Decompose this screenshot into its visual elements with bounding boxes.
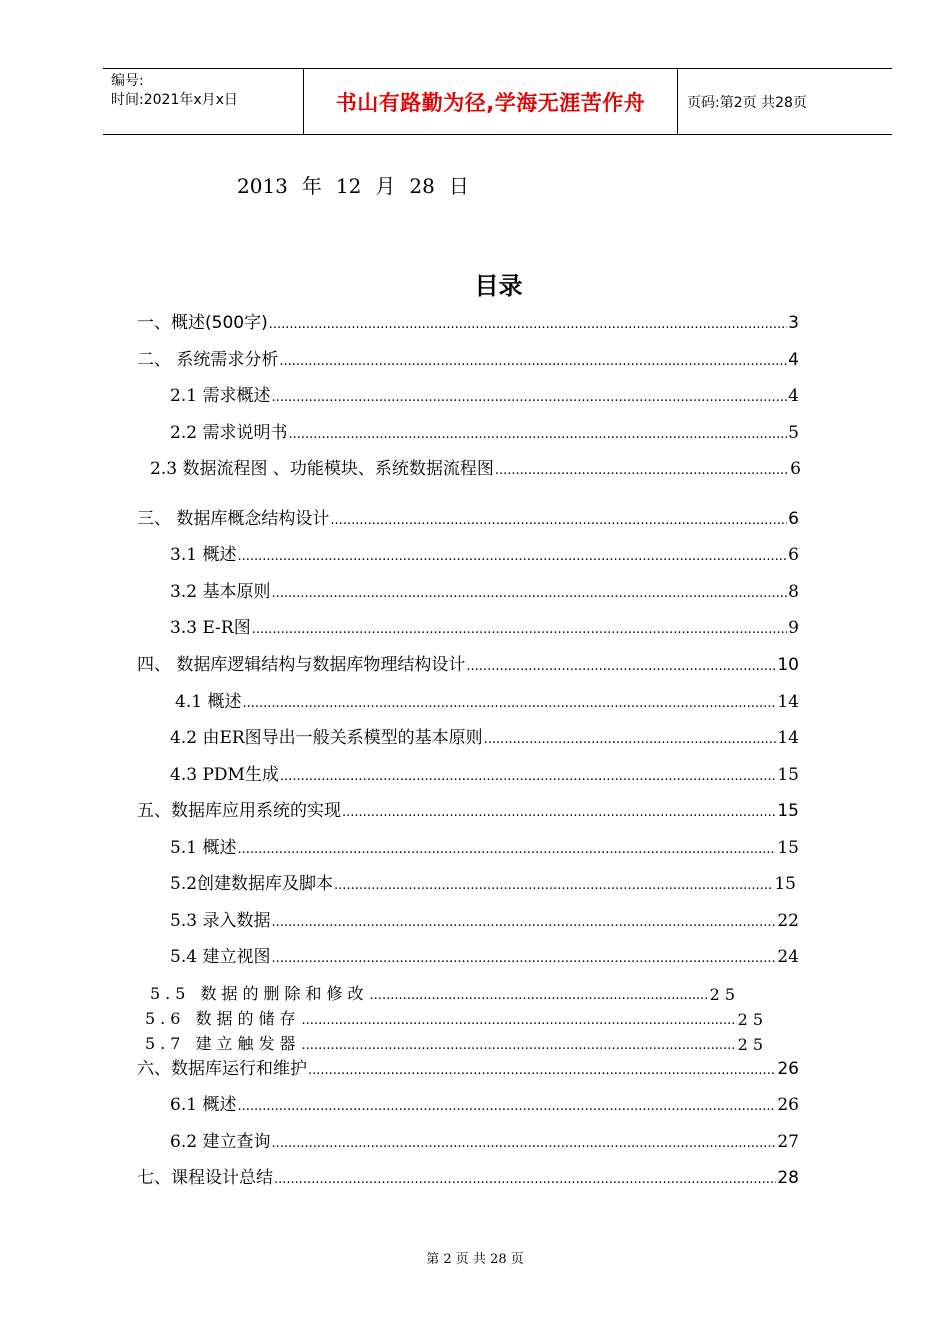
toc-leader-dots (279, 354, 787, 370)
header-page-info-cell (678, 69, 892, 134)
toc-leader-dots (288, 427, 787, 443)
time-label: 时间:2021年x月x日 (111, 92, 238, 108)
toc-leader-dots (466, 659, 776, 675)
toc-entry[interactable] (170, 761, 799, 785)
toc-entry-page: 24 (777, 947, 799, 967)
toc-entry-label: 6.1 概述 (170, 1095, 237, 1115)
toc-entry[interactable] (170, 834, 799, 858)
toc-entry-page: 26 (777, 1059, 799, 1079)
toc-leader-dots (242, 696, 776, 712)
toc-entry-label: 4.3 PDM生成 (170, 765, 279, 785)
toc-entry-label: 5.3 录入数据 (170, 911, 271, 931)
toc-entry-label: 4.2 由ER图导出一般关系模型的基本原则 (170, 728, 483, 748)
toc-entry-label: 6.2 建立查询 (170, 1132, 271, 1152)
toc-entry[interactable] (145, 1005, 768, 1029)
toc-entry-page: 15 (777, 838, 799, 858)
toc-leader-dots (280, 769, 776, 785)
toc-leader-dots (370, 988, 709, 1004)
toc-entry-label: 5.5 数据的删除和修改 (150, 984, 369, 1003)
toc-entry-label: 七、课程设计总结 (137, 1168, 273, 1188)
toc-entry-page: 15 (774, 874, 796, 894)
toc-entry-page: 25 (737, 1010, 768, 1029)
toc-entry-label: 5.2创建数据库及脚本 (170, 874, 334, 894)
toc-entry-label: 3.2 基本原则 (170, 582, 271, 602)
toc-leader-dots (237, 549, 787, 565)
document-header (103, 68, 892, 135)
toc-entry-page: 27 (777, 1132, 799, 1152)
toc-entry-label: 2.2 需求说明书 (170, 423, 288, 443)
toc-entry-page: 5 (788, 423, 799, 443)
toc-entry-page: 26 (777, 1095, 799, 1115)
toc-entry-label: 5.6 数据的储存 (145, 1009, 301, 1028)
toc-entry-page: 15 (777, 765, 799, 785)
toc-leader-dots (237, 842, 776, 858)
number-label: 编号: (111, 73, 144, 89)
header-motto-cell (304, 69, 678, 134)
toc-entry[interactable] (170, 724, 799, 748)
toc-entry[interactable] (137, 1164, 799, 1188)
toc-entry[interactable] (175, 688, 799, 712)
toc-entry[interactable] (170, 541, 799, 565)
toc-entry-label: 5.4 建立视图 (170, 947, 271, 967)
toc-leader-dots (302, 1038, 737, 1054)
toc-entry[interactable] (170, 1091, 799, 1115)
toc-entry-label: 5.1 概述 (170, 838, 237, 858)
toc-entry-page: 4 (788, 386, 799, 406)
date-month: 12 (335, 174, 362, 198)
toc-entry-label: 3.3 E-R图 (170, 618, 251, 638)
toc-leader-dots (271, 951, 776, 967)
toc-entry[interactable] (150, 980, 740, 1004)
toc-entry-page: 25 (709, 985, 740, 1004)
toc-entry-page: 22 (777, 911, 799, 931)
toc-entry-label: 2.1 需求概述 (170, 386, 271, 406)
toc-entry-label: 一、概述(500字) (137, 313, 268, 333)
toc-entry-label: 5.7 建立触发器 (145, 1034, 301, 1053)
toc-leader-dots (308, 1063, 776, 1079)
page-footer: 第 2 页 共 28 页 (426, 1252, 524, 1267)
toc-entry[interactable] (170, 870, 796, 894)
toc-entry[interactable] (170, 907, 799, 931)
toc-leader-dots (237, 1099, 776, 1115)
document-date (237, 170, 483, 199)
toc-entry-label: 四、 数据库逻辑结构与数据库物理结构设计 (137, 655, 466, 675)
toc-entry[interactable] (145, 1030, 768, 1054)
toc-entry-page: 14 (777, 692, 799, 712)
toc-entry-page: 15 (777, 801, 799, 821)
toc-entry[interactable] (170, 1128, 799, 1152)
toc-entry-page: 8 (788, 582, 799, 602)
toc-entry[interactable] (170, 382, 799, 406)
toc-entry[interactable] (137, 797, 799, 821)
toc-entry[interactable] (137, 1055, 799, 1079)
header-motto: 书山有路勤为径,学海无涯苦作舟 (335, 90, 646, 115)
toc-leader-dots (302, 1013, 737, 1029)
toc-entry-label: 二、 系统需求分析 (137, 350, 279, 370)
toc-entry[interactable] (137, 651, 799, 675)
toc-entry[interactable] (170, 614, 799, 638)
toc-leader-dots (271, 1136, 776, 1152)
toc-entry[interactable] (170, 419, 799, 443)
toc-leader-dots (269, 317, 787, 333)
toc-entry-page: 10 (777, 655, 799, 675)
date-year: 2013 (237, 174, 288, 198)
toc-leader-dots (342, 805, 776, 821)
toc-entry-label: 2.3 数据流程图 、功能模块、系统数据流程图 (150, 459, 494, 479)
toc-entry-page: 14 (777, 728, 799, 748)
toc-leader-dots (271, 586, 787, 602)
toc-leader-dots (252, 622, 787, 638)
toc-leader-dots (330, 513, 787, 529)
toc-entry-label: 六、数据库运行和维护 (137, 1059, 307, 1079)
toc-leader-dots (495, 463, 789, 479)
toc-leader-dots (484, 732, 777, 748)
toc-entry-label: 五、数据库应用系统的实现 (137, 801, 341, 821)
toc-leader-dots (271, 390, 787, 406)
toc-entry-label: 3.1 概述 (170, 545, 237, 565)
toc-leader-dots (334, 878, 773, 894)
toc-entry-label: 4.1 概述 (175, 692, 242, 712)
toc-leader-dots (271, 915, 776, 931)
toc-title: 目录 (474, 272, 523, 300)
toc-entry-page: 6 (788, 509, 799, 529)
toc-entry-page: 4 (788, 350, 799, 370)
toc-entry-page: 6 (790, 459, 801, 479)
toc-entry[interactable] (170, 578, 799, 602)
toc-entry[interactable] (150, 455, 801, 479)
date-day: 28 (409, 174, 435, 198)
toc-entry-page: 9 (788, 618, 799, 638)
date-day-unit: 日 (448, 174, 469, 198)
toc-entry-page: 6 (788, 545, 799, 565)
date-year-unit: 年 (301, 174, 322, 198)
toc-leader-dots (274, 1172, 776, 1188)
header-page-info: 页码:第2页 共28页 (687, 94, 807, 111)
header-meta (103, 69, 304, 134)
toc-entry-label: 三、 数据库概念结构设计 (137, 509, 330, 529)
toc-entry[interactable] (137, 505, 799, 529)
toc-entry[interactable] (137, 346, 799, 370)
toc-entry-page: 28 (777, 1168, 799, 1188)
toc-entry[interactable] (170, 943, 799, 967)
date-month-unit: 月 (375, 174, 396, 198)
toc-entry-page: 25 (737, 1035, 768, 1054)
toc-entry-page: 3 (788, 313, 799, 333)
toc-entry[interactable] (137, 309, 799, 333)
